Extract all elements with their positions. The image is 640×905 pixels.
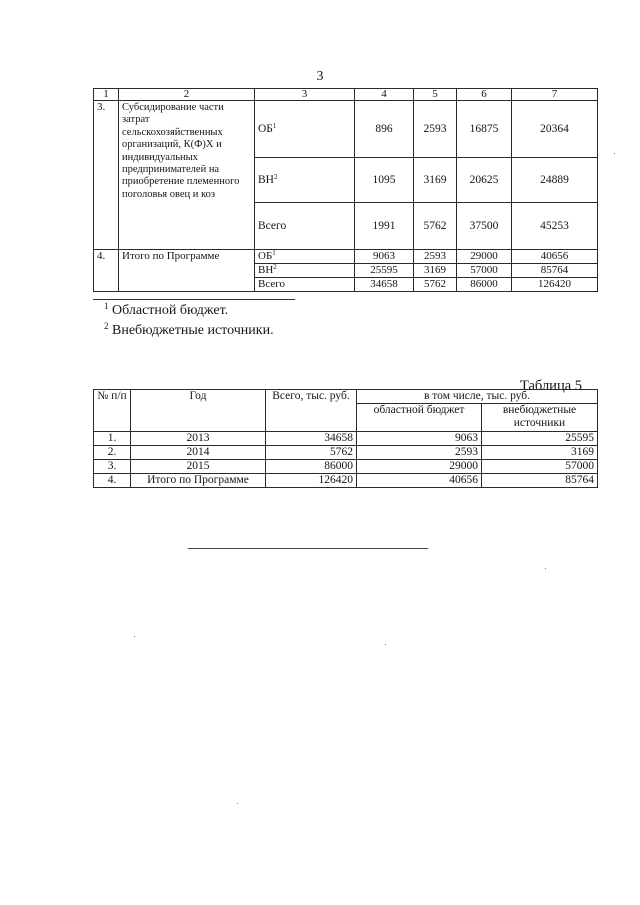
header-cell: 6 [457,89,512,101]
value-cell: 25595 [482,432,598,446]
row-number: 4. [94,250,119,292]
funding-source: $ОБ^1$ [255,101,355,158]
funding-source: Всего [255,203,355,250]
footnote: $^2$ Внебюджетные источники. [104,321,274,338]
value-cell: 9063 [355,250,414,264]
row-description: Субсидирование части затрат сельскохозяйственных организаций, К(Ф)Х и индивидуальных предпринимателей на приобретение племенного поголовья овец и коз [119,101,255,250]
year-cell: 2013 [131,432,266,446]
footnote-separator [93,299,295,300]
value-cell: 2593 [414,101,457,158]
value-cell: 40656 [512,250,598,264]
program-costs-table [93,88,598,292]
value-cell: 37500 [457,203,512,250]
end-line [188,548,428,549]
funding-source: $ВН^2$ [255,158,355,203]
value-cell: 40656 [357,474,482,488]
value-cell: 85764 [482,474,598,488]
header-cell: областной бюджет [357,404,482,432]
row-number: 3. [94,101,119,250]
value-cell: 3169 [414,158,457,203]
row-number: 2. [94,446,131,460]
page-number: 3 [316,69,324,84]
value-cell: 20625 [457,158,512,203]
funding-source: $ВН^2$ [255,264,355,278]
year-cell: 2015 [131,460,266,474]
header-cell: № п/п [94,390,131,432]
header-cell: внебюджетные источники [482,404,598,432]
value-cell: 896 [355,101,414,158]
value-cell: 3169 [482,446,598,460]
header-cell: 1 [94,89,119,101]
scan-speck [237,803,238,804]
value-cell: 126420 [266,474,357,488]
scan-speck [614,153,615,154]
header-cell: в том числе, тыс. руб. [357,390,598,404]
scan-speck [134,636,135,637]
value-cell: 57000 [482,460,598,474]
value-cell: 1095 [355,158,414,203]
table-header-row [94,390,598,404]
funding-source: $ОБ^1$ [255,250,355,264]
value-cell: 5762 [266,446,357,460]
header-cell: Год [131,390,266,432]
funding-source: Всего [255,278,355,292]
table-row [94,101,598,158]
row-number: 1. [94,432,131,446]
value-cell: 5762 [414,203,457,250]
value-cell: 86000 [457,278,512,292]
table-caption: Таблица 5 [520,378,583,394]
value-cell: 29000 [457,250,512,264]
row-number: 4. [94,474,131,488]
value-cell: 1991 [355,203,414,250]
value-cell: 34658 [266,432,357,446]
year-cell: 2014 [131,446,266,460]
value-cell: 3169 [414,264,457,278]
scan-speck [385,644,386,645]
header-cell: 4 [355,89,414,101]
value-cell: 16875 [457,101,512,158]
value-cell: 45253 [512,203,598,250]
value-cell: 5762 [414,278,457,292]
header-cell: 5 [414,89,457,101]
header-cell: 3 [255,89,355,101]
value-cell: 2593 [357,446,482,460]
header-cell: 2 [119,89,255,101]
value-cell: 2593 [414,250,457,264]
table-row [94,446,598,460]
value-cell: 29000 [357,460,482,474]
footnote: $^1$ Областной бюджет. [104,301,229,318]
table-header-row [94,89,598,101]
table-row [94,432,598,446]
value-cell: 57000 [457,264,512,278]
value-cell: 126420 [512,278,598,292]
row-number: 3. [94,460,131,474]
year-cell: Итого по Программе [131,474,266,488]
value-cell: 86000 [266,460,357,474]
value-cell: 25595 [355,264,414,278]
header-cell: Всего, тыс. руб. [266,390,357,432]
value-cell: 34658 [355,278,414,292]
funding-by-year-table [93,389,598,488]
table-row [94,460,598,474]
table-row [94,250,598,264]
row-description: Итого по Программе [119,250,255,292]
header-cell: 7 [512,89,598,101]
value-cell: 85764 [512,264,598,278]
scan-speck [545,568,546,569]
table-row [94,474,598,488]
value-cell: 24889 [512,158,598,203]
value-cell: 20364 [512,101,598,158]
value-cell: 9063 [357,432,482,446]
